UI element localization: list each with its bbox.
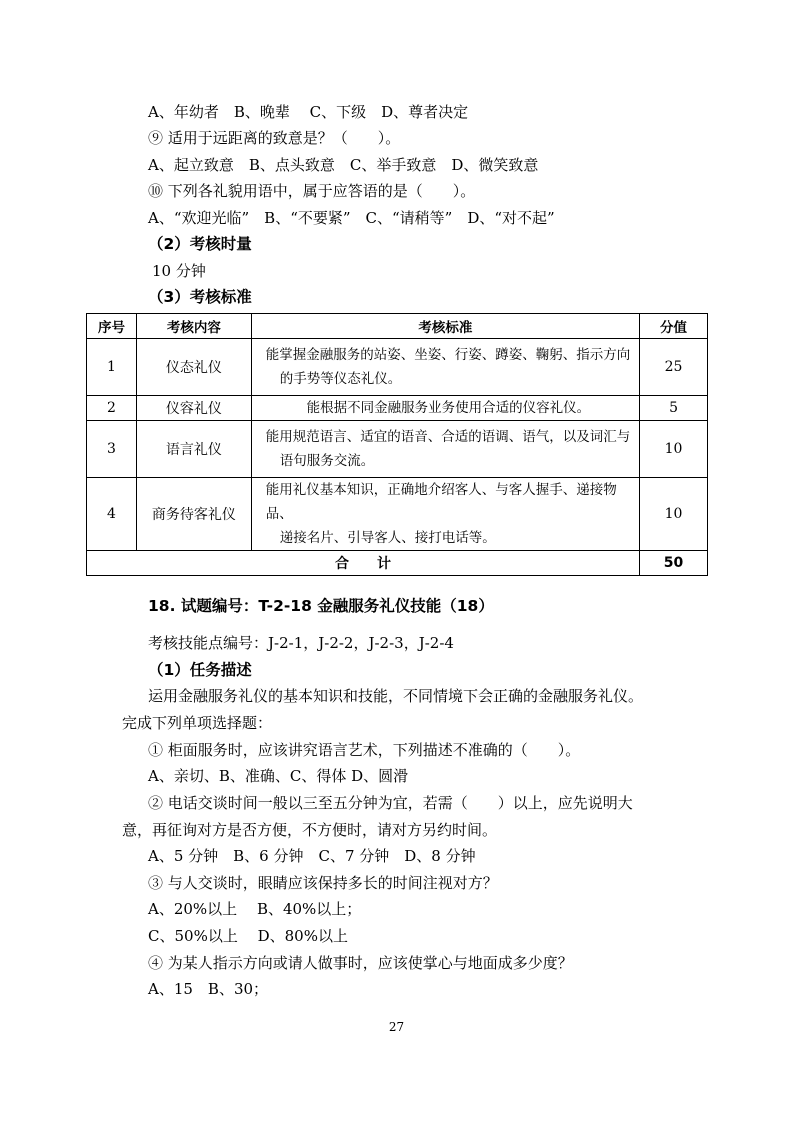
standard-line: 的手势等仪态礼仪。 bbox=[279, 371, 402, 387]
standard-line: 能用规范语言、适宜的语音、合适的语调、语气，以及词汇与 bbox=[265, 429, 631, 445]
cell-content: 商务待客礼仪 bbox=[136, 478, 251, 551]
page-number: 27 bbox=[388, 1020, 405, 1034]
cell-score: 10 bbox=[640, 478, 708, 551]
option-line-10: A、“欢迎光临” B、“不要紧” C、“请稍等” D、“对不起” bbox=[148, 209, 555, 227]
heading-task-description: （1）任务描述 bbox=[148, 661, 252, 679]
cell-standard bbox=[251, 421, 639, 478]
header-no: 序号 bbox=[87, 314, 137, 339]
cell-score: 10 bbox=[640, 421, 708, 478]
standard-line: 能掌握金融服务的站姿、坐姿、行姿、蹲姿、鞠躬、指示方向 bbox=[265, 347, 631, 363]
skill-codes: 考核技能点编号：J-2-1，J-2-2，J-2-3，J-2-4 bbox=[148, 634, 454, 652]
question-2: ② 电话交谈时间一般以三至五分钟为宜，若需（ ）以上，应先说明大 bbox=[148, 794, 633, 812]
table-total-row bbox=[87, 551, 708, 576]
cell-content: 语言礼仪 bbox=[136, 421, 251, 478]
option-line-9: A、起立致意 B、点头致意 C、举手致意 D、微笑致意 bbox=[148, 156, 539, 174]
cell-no: 3 bbox=[87, 421, 137, 478]
section-18-title: 18. 试题编号：T-2-18 金融服务礼仪技能（18） bbox=[148, 597, 494, 615]
question-2-continued: 意，再征询对方是否方便，不方便时，请对方另约时间。 bbox=[122, 821, 498, 839]
standard-line: 能用礼仪基本知识，正确地介绍客人、与客人握手、递接物品、 bbox=[265, 482, 617, 522]
option-line-8: A、年幼者 B、晚辈 C、下级 D、尊者决定 bbox=[148, 103, 469, 121]
heading-exam-time: （2）考核时量 bbox=[148, 235, 252, 253]
table-row bbox=[87, 421, 708, 478]
exam-time-value: 10 分钟 bbox=[152, 262, 206, 280]
options-3a: A、20%以上 B、40%以上； bbox=[148, 900, 362, 918]
paragraph-line: 运用金融服务礼仪的基本知识和技能，不同情境下会正确的金融服务礼仪。 bbox=[148, 687, 644, 705]
heading-exam-standard: （3）考核标准 bbox=[148, 288, 252, 306]
question-1: ① 柜面服务时，应该讲究语言艺术，下列描述不准确的（ ）。 bbox=[148, 741, 581, 759]
standard-line: 递接名片、引导客人、接打电话等。 bbox=[279, 530, 496, 546]
question-10: ⑩ 下列各礼貌用语中，属于应答语的是（ ）。 bbox=[148, 182, 476, 200]
grading-table bbox=[86, 313, 708, 576]
options-2: A、5 分钟 B、6 分钟 C、7 分钟 D、8 分钟 bbox=[148, 847, 476, 865]
options-1: A、亲切、B、准确、C、得体 D、圆滑 bbox=[148, 767, 409, 785]
table-row bbox=[87, 396, 708, 421]
table-header-row bbox=[87, 314, 708, 339]
cell-no: 4 bbox=[87, 478, 137, 551]
question-4: ④ 为某人指示方向或请人做事时，应该使掌心与地面成多少度？ bbox=[148, 954, 573, 972]
question-3: ③ 与人交谈时，眼睛应该保持多长的时间注视对方？ bbox=[148, 874, 498, 892]
cell-no: 1 bbox=[87, 339, 137, 396]
paragraph-line: 完成下列单项选择题： bbox=[122, 714, 273, 732]
options-4: A、15 B、30； bbox=[148, 980, 269, 998]
cell-standard bbox=[251, 339, 639, 396]
total-value: 50 bbox=[640, 551, 708, 576]
table-row bbox=[87, 339, 708, 396]
standard-line: 语句服务交流。 bbox=[279, 453, 375, 469]
header-score: 分值 bbox=[640, 314, 708, 339]
options-3b: C、50%以上 D、80%以上 bbox=[148, 927, 348, 945]
total-label: 合 计 bbox=[87, 551, 640, 576]
question-9: ⑨ 适用于远距离的致意是？（ ）。 bbox=[148, 129, 401, 147]
cell-content: 仪容礼仪 bbox=[136, 396, 251, 421]
cell-standard: 能根据不同金融服务业务使用合适的仪容礼仪。 bbox=[251, 396, 639, 421]
cell-score: 5 bbox=[640, 396, 708, 421]
table-row bbox=[87, 478, 708, 551]
cell-score: 25 bbox=[640, 339, 708, 396]
cell-no: 2 bbox=[87, 396, 137, 421]
cell-standard bbox=[251, 478, 639, 551]
cell-content: 仪态礼仪 bbox=[136, 339, 251, 396]
header-standard: 考核标准 bbox=[251, 314, 639, 339]
header-content: 考核内容 bbox=[136, 314, 251, 339]
